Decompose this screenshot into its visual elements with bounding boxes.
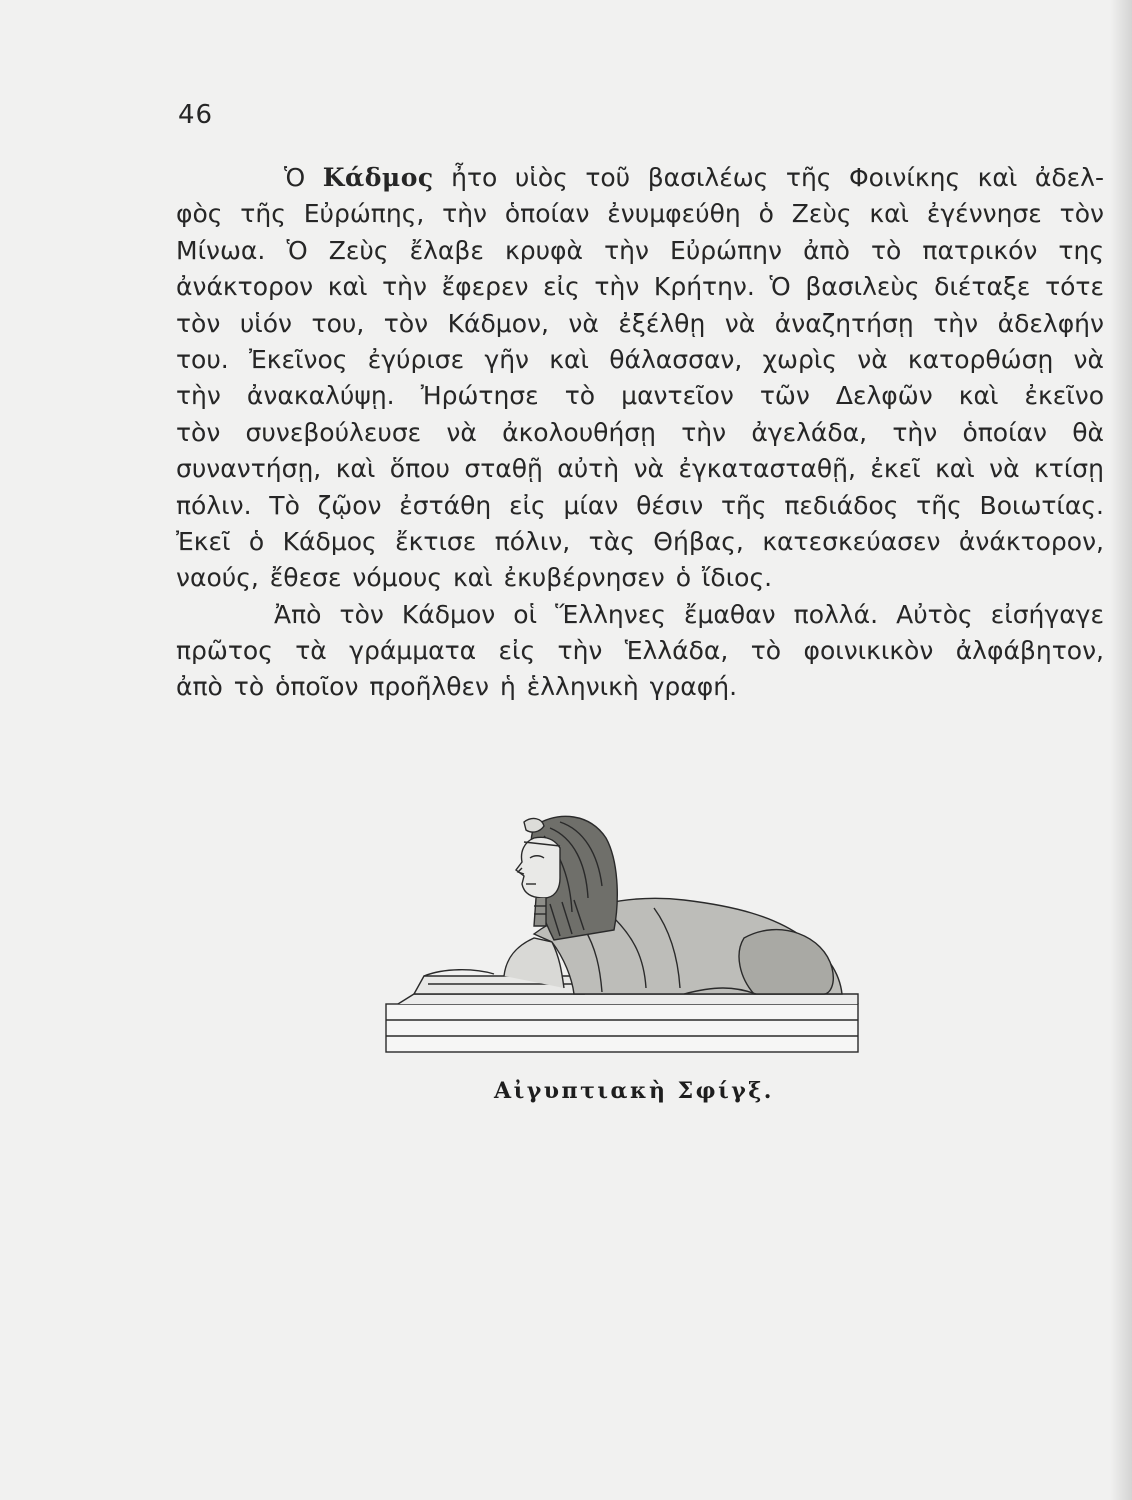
body-text	[176, 160, 1104, 706]
paragraph-1-opening: Ὁ	[284, 163, 306, 192]
page-number: 46	[178, 100, 214, 130]
paragraph-1-line-1	[176, 160, 1104, 196]
page-edge-shadow	[1110, 0, 1132, 1500]
egyptian-sphinx-illustration	[384, 808, 860, 1056]
paragraph-1-line: του. Ἐκεῖνος ἐγύρισε γῆν καὶ θάλασσαν, χωρὶς νὰ κατορθώσῃ νὰ	[176, 344, 1104, 374]
paragraph-1-line: τὴν ἀνακαλύψῃ. Ἠρώτησε τὸ μαντεῖον τῶν Δελφῶν καὶ ἐκεῖνο	[176, 381, 1104, 411]
paragraph-1-line: τὸν συνεβούλευσε νὰ ἀκολουθήσῃ τὴν ἀγελάδα, τὴν ὁποίαν θὰ	[176, 417, 1104, 447]
paragraph-1-line: Ἐκεῖ ὁ Κάδμος ἔκτισε πόλιν, τὰς Θήβας, κατεσκεύασεν ἀνάκτορον,	[176, 526, 1104, 556]
name-kadmos-bold: Κάδμος	[322, 163, 434, 192]
paragraph-2-last-line: ἀπὸ τὸ ὁποῖον προῆλθεν ἡ ἑλληνικὴ γραφή.	[176, 672, 738, 702]
paragraph-1-line: πόλιν. Τὸ ζῷον ἐστάθη εἰς μίαν θέσιν τῆς πεδιάδος τῆς Βοιωτίας.	[176, 490, 1104, 520]
paragraph-1-line: συναντήσῃ, καὶ ὅπου σταθῇ αὐτὴ νὰ ἐγκατασταθῇ, ἐκεῖ καὶ νὰ κτίσῃ	[176, 454, 1104, 484]
paragraph-1-line: φὸς τῆς Εὐρώπης, τὴν ὁποίαν ἐνυμφεύθη ὁ Ζεὺς καὶ ἐγέννησε τὸν	[176, 199, 1104, 229]
paragraph-2-line: Ἀπὸ τὸν Κάδμον οἱ Ἕλληνες ἔμαθαν πολλά. Αὐτὸς εἰσήγαγε	[274, 599, 1104, 629]
figure-caption: Αἰγυπτιακὴ Σφίγξ.	[494, 1078, 774, 1104]
paragraph-2-line: πρῶτος τὰ γράμματα εἰς τὴν Ἑλλάδα, τὸ φοινικικὸν ἀλφάβητον,	[176, 636, 1104, 666]
paragraph-1-line: ἀνάκτορον καὶ τὴν ἔφερεν εἰς τὴν Κρήτην. Ὁ βασιλεὺς διέταξε τότε	[176, 272, 1104, 302]
paragraph-1-line-1-rest: ἦτο υἱὸς τοῦ βασιλέως τῆς Φοινίκης καὶ ἀδελ-	[433, 163, 1104, 192]
paragraph-1-last-line: ναούς, ἔθεσε νόμους καὶ ἐκυβέρνησεν ὁ ἴδιος.	[176, 563, 773, 593]
paragraph-1-line: τὸν υἱόν του, τὸν Κάδμον, νὰ ἐξέλθῃ νὰ ἀναζητήσῃ τὴν ἀδελφήν	[176, 308, 1104, 338]
paragraph-1-line: Μίνωα. Ὁ Ζεὺς ἔλαβε κρυφὰ τὴν Εὐρώπην ἀπὸ τὸ πατρικόν της	[176, 235, 1104, 265]
